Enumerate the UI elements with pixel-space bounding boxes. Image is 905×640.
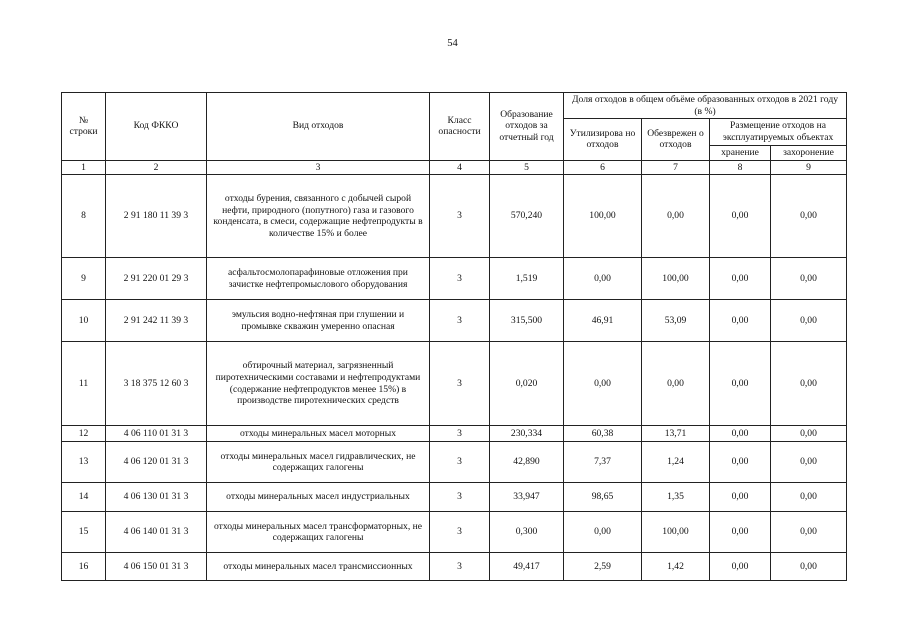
cell-code: 4 06 130 01 31 3	[106, 483, 207, 512]
column-number: 7	[642, 160, 710, 175]
header-hazard-class: Класс опасности	[430, 93, 490, 161]
cell-row-no: 10	[62, 300, 106, 342]
cell-storage: 0,00	[710, 258, 771, 300]
cell-hazard-class: 3	[430, 175, 490, 258]
cell-hazard-class: 3	[430, 553, 490, 581]
cell-row-no: 15	[62, 512, 106, 553]
cell-neutralized: 1,42	[642, 553, 710, 581]
cell-hazard-class: 3	[430, 342, 490, 426]
column-number: 4	[430, 160, 490, 175]
cell-burial: 0,00	[771, 175, 847, 258]
column-number: 2	[106, 160, 207, 175]
table-row	[62, 483, 847, 512]
cell-burial: 0,00	[771, 258, 847, 300]
cell-neutralized: 13,71	[642, 426, 710, 442]
cell-code: 3 18 375 12 60 3	[106, 342, 207, 426]
table-row	[62, 553, 847, 581]
cell-row-no: 12	[62, 426, 106, 442]
cell-generated: 315,500	[490, 300, 564, 342]
cell-generated: 33,947	[490, 483, 564, 512]
cell-utilized: 0,00	[564, 258, 642, 300]
cell-generated: 49,417	[490, 553, 564, 581]
cell-code: 4 06 120 01 31 3	[106, 442, 207, 483]
cell-neutralized: 1,35	[642, 483, 710, 512]
cell-waste-type: асфальтосмолопарафиновые отложения при зачистке нефтепромыслового оборудования	[207, 258, 430, 300]
cell-burial: 0,00	[771, 512, 847, 553]
cell-row-no: 8	[62, 175, 106, 258]
cell-burial: 0,00	[771, 553, 847, 581]
cell-storage: 0,00	[710, 342, 771, 426]
cell-utilized: 98,65	[564, 483, 642, 512]
table-row	[62, 512, 847, 553]
cell-utilized: 60,38	[564, 426, 642, 442]
cell-neutralized: 53,09	[642, 300, 710, 342]
column-number: 6	[564, 160, 642, 175]
cell-storage: 0,00	[710, 512, 771, 553]
header-generated: Образование отходов за отчетный год	[490, 93, 564, 161]
column-number: 1	[62, 160, 106, 175]
header-storage: хранение	[710, 145, 771, 160]
cell-waste-type: отходы минеральных масел трансформаторных, не содержащих галогены	[207, 512, 430, 553]
cell-neutralized: 100,00	[642, 512, 710, 553]
cell-code: 2 91 180 11 39 3	[106, 175, 207, 258]
cell-code: 4 06 110 01 31 3	[106, 426, 207, 442]
column-number: 8	[710, 160, 771, 175]
waste-table	[61, 92, 847, 581]
header-row-no: № строки	[62, 93, 106, 161]
column-number-row	[62, 160, 847, 175]
cell-waste-type: отходы минеральных масел трансмиссионных	[207, 553, 430, 581]
cell-generated: 0,020	[490, 342, 564, 426]
cell-code: 4 06 140 01 31 3	[106, 512, 207, 553]
cell-burial: 0,00	[771, 342, 847, 426]
table-row	[62, 258, 847, 300]
cell-row-no: 11	[62, 342, 106, 426]
table-header	[62, 93, 847, 175]
cell-row-no: 14	[62, 483, 106, 512]
cell-utilized: 0,00	[564, 342, 642, 426]
cell-utilized: 100,00	[564, 175, 642, 258]
cell-burial: 0,00	[771, 442, 847, 483]
cell-waste-type: отходы минеральных масел индустриальных	[207, 483, 430, 512]
cell-hazard-class: 3	[430, 442, 490, 483]
header-code: Код ФККО	[106, 93, 207, 161]
cell-row-no: 13	[62, 442, 106, 483]
header-neutralized: Обезврежен о отходов	[642, 119, 710, 160]
header-utilized: Утилизирова но отходов	[564, 119, 642, 160]
table-row	[62, 342, 847, 426]
cell-waste-type: отходы минеральных масел моторных	[207, 426, 430, 442]
column-number: 9	[771, 160, 847, 175]
cell-storage: 0,00	[710, 483, 771, 512]
cell-burial: 0,00	[771, 426, 847, 442]
table-row	[62, 426, 847, 442]
cell-hazard-class: 3	[430, 426, 490, 442]
cell-generated: 570,240	[490, 175, 564, 258]
cell-utilized: 0,00	[564, 512, 642, 553]
header-placement: Размещение отходов на эксплуатируемых объектах	[710, 119, 847, 145]
cell-storage: 0,00	[710, 442, 771, 483]
cell-code: 2 91 242 11 39 3	[106, 300, 207, 342]
cell-code: 2 91 220 01 29 3	[106, 258, 207, 300]
cell-burial: 0,00	[771, 300, 847, 342]
cell-storage: 0,00	[710, 175, 771, 258]
cell-hazard-class: 3	[430, 512, 490, 553]
cell-row-no: 9	[62, 258, 106, 300]
cell-burial: 0,00	[771, 483, 847, 512]
cell-generated: 230,334	[490, 426, 564, 442]
cell-hazard-class: 3	[430, 258, 490, 300]
cell-utilized: 7,37	[564, 442, 642, 483]
column-number: 5	[490, 160, 564, 175]
cell-hazard-class: 3	[430, 483, 490, 512]
table-row	[62, 300, 847, 342]
cell-neutralized: 100,00	[642, 258, 710, 300]
cell-waste-type: отходы бурения, связанного с добычей сырой нефти, природного (попутного) газа и газового конденсата, в смеси, содержащие нефтепродукты в количестве 15% и более	[207, 175, 430, 258]
header-burial: захоронение	[771, 145, 847, 160]
column-number: 3	[207, 160, 430, 175]
cell-code: 4 06 150 01 31 3	[106, 553, 207, 581]
page-number: 54	[447, 38, 458, 49]
header-share: Доля отходов в общем объёме образованных отходов в 2021 году (в %)	[564, 93, 847, 119]
cell-waste-type: обтирочный материал, загрязненный пиротехническими составами и нефтепродуктами (содержание нефтепродуктов менее 15%) в производстве пиротехнических средств	[207, 342, 430, 426]
cell-neutralized: 1,24	[642, 442, 710, 483]
table-row	[62, 175, 847, 258]
cell-neutralized: 0,00	[642, 175, 710, 258]
header-waste-type: Вид отходов	[207, 93, 430, 161]
cell-row-no: 16	[62, 553, 106, 581]
cell-hazard-class: 3	[430, 300, 490, 342]
cell-storage: 0,00	[710, 553, 771, 581]
cell-generated: 42,890	[490, 442, 564, 483]
cell-generated: 0,300	[490, 512, 564, 553]
cell-waste-type: эмульсия водно-нефтяная при глушении и промывке скважин умеренно опасная	[207, 300, 430, 342]
cell-utilized: 46,91	[564, 300, 642, 342]
cell-storage: 0,00	[710, 426, 771, 442]
cell-waste-type: отходы минеральных масел гидравлических, не содержащих галогены	[207, 442, 430, 483]
cell-storage: 0,00	[710, 300, 771, 342]
table-row	[62, 442, 847, 483]
cell-generated: 1,519	[490, 258, 564, 300]
cell-utilized: 2,59	[564, 553, 642, 581]
cell-neutralized: 0,00	[642, 342, 710, 426]
